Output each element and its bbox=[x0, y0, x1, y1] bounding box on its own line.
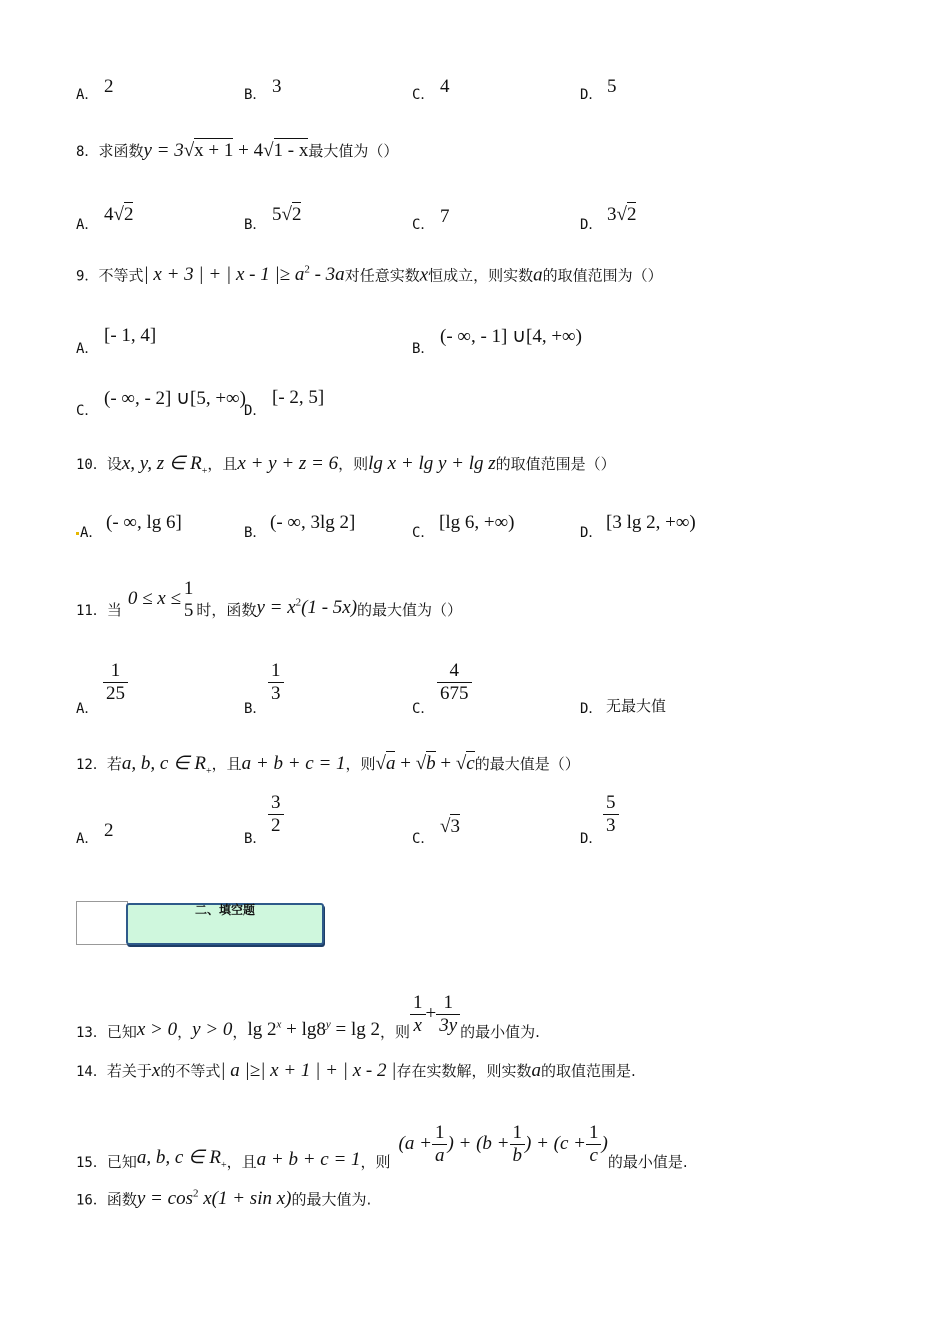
q10-option-d: D． bbox=[580, 525, 603, 541]
denominator: 3y bbox=[439, 1014, 458, 1036]
denominator: 3 bbox=[603, 814, 619, 837]
expr-part: y = cos bbox=[136, 1188, 193, 1210]
coef: 4 bbox=[104, 204, 114, 225]
expr-part: y = 3 bbox=[143, 140, 184, 161]
q7-option-d-value: 5 bbox=[607, 76, 617, 97]
question-text: 最大值为（） bbox=[308, 142, 399, 160]
q12-option-c-value: √3 bbox=[440, 816, 460, 837]
question-text: ，则 bbox=[380, 1023, 411, 1041]
radicand: 2 bbox=[291, 204, 302, 225]
question-text: 的最大值为（） bbox=[357, 601, 463, 619]
q8-option-c: C． bbox=[412, 217, 435, 233]
question-text: 的最大值为. bbox=[291, 1190, 372, 1209]
plus-sign: + bbox=[395, 753, 416, 774]
q7-option-d: D． bbox=[580, 87, 603, 103]
question-text: ，则 bbox=[360, 1153, 391, 1171]
inequality-expression bbox=[143, 264, 344, 285]
question-number: 9． bbox=[76, 268, 99, 285]
question-text: 的最小值是. bbox=[607, 1153, 688, 1171]
q9-option-c: C． bbox=[76, 403, 99, 419]
question-15 bbox=[76, 1122, 688, 1172]
section-marker-box bbox=[76, 901, 128, 945]
question-number: 13． bbox=[76, 1025, 107, 1041]
subscript: + bbox=[201, 465, 208, 477]
expr-part: | x + 3 | + | x - 1 |≥ a bbox=[143, 264, 305, 286]
question-text: 若关于 bbox=[106, 1062, 152, 1080]
denominator: a bbox=[434, 1144, 445, 1166]
q7-option-b-value: 3 bbox=[272, 76, 282, 97]
question-9 bbox=[76, 264, 663, 286]
q8-option-a-value: 4√2 bbox=[104, 204, 134, 225]
q9-option-d: D． bbox=[244, 403, 267, 419]
coef: 5 bbox=[272, 204, 282, 225]
q8-option-d: D． bbox=[580, 217, 603, 233]
radicand: x + 1 bbox=[194, 140, 234, 161]
denominator: 2 bbox=[268, 814, 284, 837]
plus-sign: + bbox=[435, 753, 456, 774]
expr-part: + lg8 bbox=[281, 1019, 326, 1040]
radicand: 3 bbox=[450, 816, 460, 837]
question-number: 12． bbox=[76, 757, 107, 773]
question-number: 15． bbox=[76, 1155, 107, 1171]
q9-option-a-value: [- 1, 4] bbox=[104, 325, 157, 346]
exponent: x bbox=[276, 1018, 282, 1031]
expr-part: (1 - 5x) bbox=[301, 597, 358, 618]
q7-option-a bbox=[76, 84, 98, 104]
numerator: 1 bbox=[271, 660, 281, 681]
target-expression bbox=[398, 1122, 608, 1166]
fraction bbox=[181, 578, 197, 622]
exponent: 2 bbox=[295, 596, 302, 609]
question-8 bbox=[76, 140, 398, 162]
question-12 bbox=[76, 752, 580, 777]
q9-option-b: B． bbox=[412, 341, 435, 357]
question-text: 恒成立，则实数 bbox=[428, 266, 534, 285]
expr-part: (a + bbox=[398, 1132, 432, 1154]
q11-option-c: C． bbox=[412, 701, 435, 717]
q7-option-a-value: 2 bbox=[104, 76, 114, 97]
option-label: A． bbox=[76, 87, 99, 103]
q12-option-b-value bbox=[268, 792, 284, 837]
q10-option-d-value: [3 lg 2, +∞) bbox=[606, 512, 696, 533]
subscript: + bbox=[205, 765, 212, 777]
subscript: + bbox=[220, 1159, 227, 1171]
numerator: 4 bbox=[449, 660, 459, 681]
question-text: ，且 bbox=[207, 455, 238, 473]
condition-expression: y > 0 bbox=[192, 1019, 233, 1040]
log-equation bbox=[247, 1019, 380, 1040]
condition-expression: x > 0 bbox=[136, 1019, 178, 1040]
q9-option-d-value: [- 2, 5] bbox=[272, 387, 325, 408]
exponent: 2 bbox=[192, 1188, 199, 1200]
question-text: 若 bbox=[106, 755, 122, 773]
question-11 bbox=[76, 578, 462, 622]
question-text: ，则 bbox=[338, 455, 369, 473]
q8-option-b-value: 5√2 bbox=[272, 204, 302, 225]
denominator: c bbox=[589, 1144, 598, 1166]
plus-sign: + bbox=[425, 1002, 437, 1024]
question-text: 存在实数解，则实数 bbox=[396, 1062, 532, 1080]
question-text: 求函数 bbox=[98, 142, 144, 160]
radicand: b bbox=[426, 753, 436, 774]
q12-option-a-value: 2 bbox=[104, 820, 114, 841]
numerator: 1 bbox=[443, 992, 453, 1013]
expr-part: - 3a bbox=[309, 264, 345, 286]
q8-option-c-value: 7 bbox=[440, 206, 450, 227]
question-text: 不等式 bbox=[98, 266, 144, 285]
target-expression: √a + √b + √c bbox=[375, 753, 475, 774]
question-text: 的最大值是（） bbox=[474, 755, 580, 773]
numerator: 1 bbox=[183, 578, 194, 599]
coef: 3 bbox=[607, 204, 617, 225]
q7-option-c: C． bbox=[412, 87, 435, 103]
numerator: 1 bbox=[413, 992, 423, 1013]
q10-option-c: C． bbox=[412, 525, 435, 541]
denominator: b bbox=[512, 1144, 522, 1166]
question-text: 时，函数 bbox=[196, 601, 257, 619]
q12-option-a: A． bbox=[76, 831, 99, 847]
q11-option-c-value bbox=[437, 660, 472, 705]
function-expression bbox=[137, 1188, 292, 1209]
inequality-expression: | a |≥| x + 1 | + | x - 2 | bbox=[220, 1060, 397, 1081]
target-expression: lg x + lg y + lg z bbox=[368, 453, 496, 474]
radicand: 2 bbox=[123, 204, 134, 225]
question-number: 16． bbox=[76, 1192, 107, 1209]
section-header bbox=[126, 903, 324, 945]
question-text: ， bbox=[232, 1023, 248, 1041]
question-text: 的最小值为. bbox=[460, 1023, 540, 1041]
target-expression bbox=[410, 992, 460, 1036]
decorative-dot bbox=[76, 532, 79, 535]
question-text: ，则 bbox=[345, 755, 376, 773]
q11-option-d: D． bbox=[580, 701, 603, 717]
radicand: a bbox=[385, 753, 396, 774]
q11-option-a-value bbox=[103, 660, 128, 705]
question-text: 设 bbox=[106, 455, 122, 473]
denominator: x bbox=[413, 1014, 422, 1036]
set-condition: x, y, z ∈ R bbox=[121, 453, 202, 474]
question-text: 的取值范围为（） bbox=[542, 266, 663, 285]
question-text: ，且 bbox=[226, 1153, 257, 1171]
expr-part: lg 2 bbox=[247, 1019, 277, 1040]
question-text: ，且 bbox=[211, 755, 242, 773]
question-14 bbox=[76, 1060, 636, 1082]
q11-option-a: A． bbox=[76, 701, 99, 717]
q11-option-b: B． bbox=[244, 701, 267, 717]
numerator: 1 bbox=[110, 660, 121, 681]
q9-option-b-value: (- ∞, - 1] ∪[4, +∞) bbox=[440, 326, 582, 347]
denominator: 5 bbox=[183, 599, 194, 621]
expr-part: ) + (c + bbox=[525, 1132, 586, 1154]
question-10 bbox=[76, 452, 616, 477]
q11-option-d-value: 无最大值 bbox=[606, 697, 667, 715]
q8-option-d-value: 3√2 bbox=[607, 204, 637, 225]
q9-option-a: A． bbox=[76, 341, 99, 357]
expr-part: x(1 + sin x) bbox=[198, 1188, 292, 1210]
q11-option-b-value bbox=[268, 660, 284, 705]
expr-part: + 4 bbox=[233, 140, 264, 161]
question-number: 8． bbox=[76, 144, 99, 160]
question-text: 当 bbox=[106, 601, 122, 619]
set-condition: a, b, c ∈ R bbox=[121, 753, 206, 774]
radicand: 1 - x bbox=[273, 140, 309, 161]
q7-option-c-value: 4 bbox=[440, 76, 450, 97]
question-text: 已知 bbox=[106, 1023, 137, 1041]
q10-option-a: A． bbox=[80, 525, 103, 541]
radicand: c bbox=[466, 753, 475, 774]
variable: a bbox=[531, 1060, 541, 1081]
condition-expression: a + b + c = 1 bbox=[241, 753, 346, 774]
q12-option-b: B． bbox=[244, 831, 267, 847]
question-text: 的取值范围是. bbox=[540, 1062, 636, 1080]
condition-expression: a + b + c = 1 bbox=[256, 1149, 361, 1170]
condition-expression: x + y + z = 6 bbox=[237, 453, 339, 474]
question-text: 已知 bbox=[106, 1153, 137, 1171]
question-text: 的不等式 bbox=[160, 1062, 221, 1080]
condition-expression: 0 ≤ x ≤ bbox=[127, 588, 181, 610]
expr-part: ) + (b + bbox=[447, 1132, 510, 1154]
section-title: 二、填空题 bbox=[194, 903, 255, 917]
question-text: ， bbox=[177, 1023, 193, 1041]
numerator: 1 bbox=[512, 1122, 522, 1143]
exponent: y bbox=[325, 1018, 331, 1031]
q10-option-c-value: [lg 6, +∞) bbox=[439, 512, 515, 533]
expr-part: = lg 2 bbox=[330, 1019, 380, 1040]
q9-option-c-value: (- ∞, - 2] ∪[5, +∞) bbox=[104, 388, 246, 409]
question-16 bbox=[76, 1188, 371, 1210]
denominator: 675 bbox=[437, 682, 472, 705]
q12-option-d-value bbox=[603, 792, 619, 837]
q12-option-d: D． bbox=[580, 831, 603, 847]
q10-option-b-value: (- ∞, 3lg 2] bbox=[270, 512, 356, 533]
q10-option-b: B． bbox=[244, 525, 267, 541]
numerator: 1 bbox=[434, 1122, 445, 1143]
question-13 bbox=[76, 992, 540, 1042]
denominator: 25 bbox=[103, 682, 128, 705]
numerator: 3 bbox=[271, 792, 281, 813]
numerator: 5 bbox=[606, 792, 616, 813]
question-number: 11． bbox=[76, 603, 107, 619]
variable: x bbox=[419, 264, 429, 286]
exponent: 2 bbox=[304, 264, 310, 276]
question-text: 对任意实数 bbox=[344, 266, 420, 285]
denominator: 3 bbox=[268, 682, 284, 705]
q7-option-b: B． bbox=[244, 87, 267, 103]
variable: x bbox=[151, 1060, 161, 1081]
expr-part: ) bbox=[601, 1132, 608, 1154]
question-number: 10． bbox=[76, 457, 107, 473]
variable: a bbox=[533, 264, 543, 286]
question-text: 的取值范围是（） bbox=[495, 455, 616, 473]
expr-part: y = x bbox=[256, 597, 296, 618]
numerator: 1 bbox=[588, 1122, 599, 1143]
function-expression: y = 3√x + 1 + 4√1 - x bbox=[143, 140, 309, 161]
question-number: 14． bbox=[76, 1064, 107, 1080]
radicand: 2 bbox=[626, 204, 637, 225]
q8-option-b: B． bbox=[244, 217, 267, 233]
set-condition: a, b, c ∈ R bbox=[136, 1147, 221, 1168]
question-text: 函数 bbox=[106, 1190, 137, 1209]
q8-option-a: A． bbox=[76, 217, 99, 233]
q12-option-c: C． bbox=[412, 831, 435, 847]
q10-option-a-value: (- ∞, lg 6] bbox=[106, 512, 182, 533]
